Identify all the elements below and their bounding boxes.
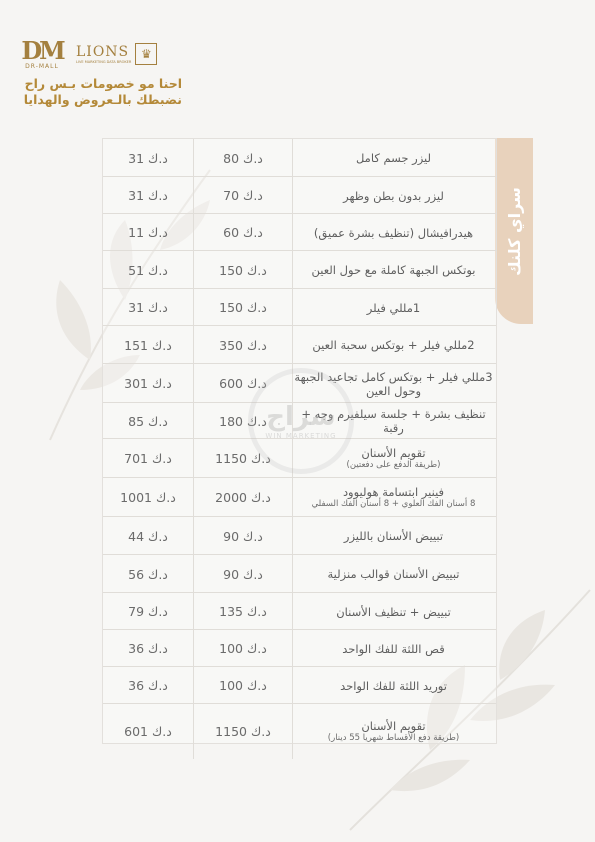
- original-price: 2000 د.ك: [193, 478, 293, 517]
- service-cell: [291, 326, 496, 364]
- service-name: ليزر جسم كامل: [355, 151, 432, 165]
- original-price: 80 د.ك: [193, 139, 293, 177]
- service-cell: [291, 704, 496, 759]
- offer-price: 36 د.ك: [128, 641, 168, 656]
- offer-price: 601 د.ك: [124, 724, 172, 739]
- watermark-subtext: WIN MARKETING: [265, 432, 337, 440]
- service-name: هيدرافيشال (تنظيف بشرة عميق): [313, 225, 474, 240]
- table-row: [103, 326, 496, 364]
- table-row: [103, 177, 496, 214]
- dr-mall-logo: [21, 35, 63, 70]
- original-price: 150 د.ك: [193, 289, 293, 326]
- service-cell: [291, 630, 496, 667]
- service-name: ليزر بدون بطن وظهر: [343, 188, 444, 203]
- table-row: [103, 593, 496, 630]
- service-name: قص اللثة للفك الواحد: [342, 641, 445, 656]
- offer-price: 31 د.ك: [128, 188, 168, 203]
- original-price: 60 د.ك: [193, 214, 293, 251]
- original-price: 180 د.ك: [193, 403, 293, 439]
- header: [22, 34, 182, 108]
- service-cell: [291, 478, 496, 517]
- slogan-line-2: نضبطك بالـعروض والهدايا: [23, 92, 182, 107]
- table-row: [103, 251, 496, 289]
- original-price: 100 د.ك: [193, 630, 293, 667]
- lions-logo-subtext: LIVE MARKETING DATA BROKER: [76, 60, 132, 64]
- original-price: 100 د.ك: [193, 667, 293, 704]
- service-cell: [291, 177, 496, 214]
- service-name: بوتكس الجبهة كاملة مع حول العين: [311, 263, 476, 277]
- watermark-text: سراج: [266, 402, 336, 432]
- offer-price: 85 د.ك: [128, 413, 168, 429]
- offer-price: 31 د.ك: [128, 300, 168, 315]
- service-name: فينير ابتسامة هوليوود: [342, 485, 445, 499]
- dr-mall-logo-mark: DM: [21, 35, 63, 65]
- dr-mall-logo-text: DR-MALL: [25, 62, 59, 70]
- original-price: 1150 د.ك: [193, 439, 293, 478]
- offer-price: 51 د.ك: [128, 262, 168, 278]
- service-cell: [291, 251, 496, 289]
- slogan-line-1: احنا مو خصومات بـس راح: [24, 76, 182, 91]
- slogan: [22, 76, 182, 108]
- original-price: 70 د.ك: [193, 177, 293, 214]
- logo-row: [22, 34, 182, 74]
- service-cell: [291, 289, 496, 326]
- offer-price: 151 د.ك: [124, 337, 172, 353]
- offer-price: 11 د.ك: [128, 225, 168, 240]
- service-cell: [291, 593, 496, 630]
- offer-price: 79 د.ك: [128, 604, 168, 619]
- service-cell: [291, 667, 496, 704]
- service-name: تنظيف بشرة + جلسة سيلفيرم وجه + رقبة: [301, 407, 486, 435]
- service-cell: [291, 555, 496, 593]
- table-row: [103, 214, 496, 251]
- service-name: تبييض + تنظيف الأسنان: [336, 604, 451, 619]
- clinic-name-tab: [495, 138, 533, 324]
- service-name: تبييض الأسنان بالليزر: [343, 529, 444, 543]
- table-row: [103, 555, 496, 593]
- service-cell: [291, 139, 496, 177]
- service-note: (طريقة الدفع على دفعتين): [346, 460, 441, 470]
- service-name: تقويم الأسنان: [361, 446, 426, 460]
- lions-logo-text: LIONS: [76, 44, 130, 60]
- offer-price: 56 د.ك: [128, 566, 168, 582]
- watermark-logo: [248, 368, 354, 474]
- original-price: 1150 د.ك: [193, 704, 293, 759]
- lion-icon: ♛: [135, 43, 157, 65]
- table-row: [103, 139, 496, 177]
- original-price: 150 د.ك: [193, 251, 293, 289]
- offer-price: 36 د.ك: [128, 678, 168, 693]
- offer-price: 701 د.ك: [124, 451, 172, 466]
- service-note: 8 أسنان الفك العلوي + 8 أسنان الفك السفلي: [311, 499, 476, 509]
- clinic-name: سراي كلنك: [504, 186, 524, 276]
- table-row: [103, 289, 496, 326]
- service-name: 2مللي فيلر + بوتكس سحبة العين: [312, 338, 475, 352]
- service-cell: [291, 214, 496, 251]
- offer-price: 1001 د.ك: [120, 490, 176, 505]
- original-price: 350 د.ك: [193, 326, 293, 364]
- original-price: 600 د.ك: [193, 364, 293, 403]
- service-name: 1مللي فيلر: [366, 300, 421, 315]
- service-cell: [291, 517, 496, 555]
- offer-price: 31 د.ك: [128, 150, 168, 166]
- original-price: 135 د.ك: [193, 593, 293, 630]
- original-price: 90 د.ك: [193, 517, 293, 555]
- service-name: تبييض الأسنان قوالب منزلية: [327, 567, 460, 581]
- service-name: 3مللي فيلر + بوتكس كامل تجاعيد الجبهة وحول العين: [294, 369, 493, 398]
- offer-price: 301 د.ك: [124, 376, 172, 391]
- service-name: تقويم الأسنان: [361, 719, 426, 733]
- lions-logo: [76, 43, 157, 65]
- original-price: 90 د.ك: [193, 555, 293, 593]
- table-row: [103, 630, 496, 667]
- table-row: [103, 667, 496, 704]
- table-row: [103, 704, 496, 759]
- service-name: توريد اللثة للفك الواحد: [340, 678, 447, 693]
- offer-price: 44 د.ك: [128, 528, 168, 544]
- table-row: [103, 478, 496, 517]
- table-row: [103, 517, 496, 555]
- service-note: (طريقة دفع الأقساط شهريا 55 دينار): [327, 733, 460, 743]
